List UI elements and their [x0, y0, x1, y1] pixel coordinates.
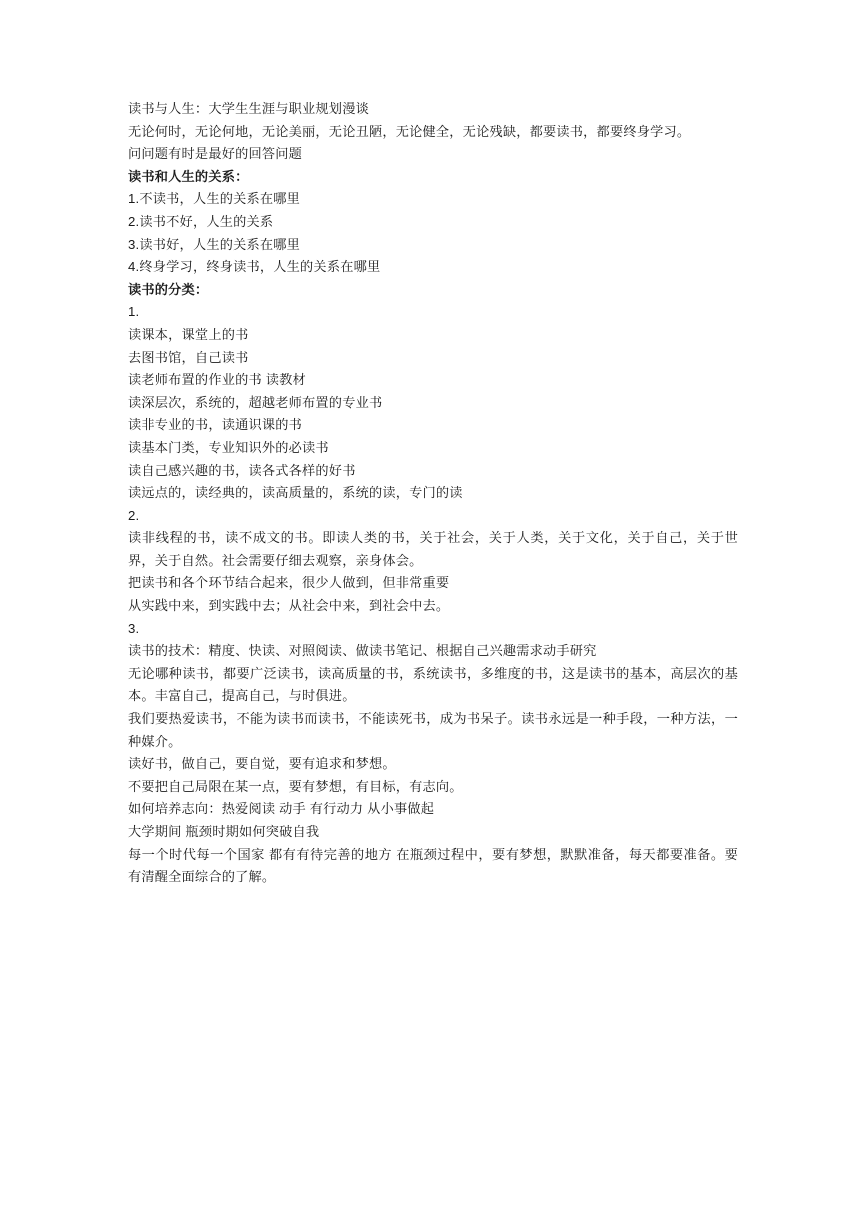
paragraph: 读课本，课堂上的书	[128, 326, 249, 342]
paragraph: 如何培养志向：热爱阅读 动手 有行动力 从小事做起	[128, 801, 435, 817]
paragraph: 读非专业的书，读通识课的书	[128, 417, 303, 433]
paragraph: 读老师布置的作业的书 读教材	[128, 372, 306, 388]
paragraph: 读书的技术：精度、快读、对照阅读、做读书笔记、根据自己兴趣需求动手研究	[128, 643, 597, 659]
paragraph: 去图书馆，自己读书	[128, 349, 249, 365]
list-item: 1.不读书，人生的关系在哪里	[128, 191, 301, 207]
paragraph-title: 读书与人生：大学生生涯与职业规划漫谈	[128, 101, 369, 116]
list-item: 2.读书不好，人生的关系	[128, 213, 274, 229]
paragraph: 读深层次，系统的，超越老师布置的专业书	[128, 394, 383, 410]
list-marker: 3.	[128, 620, 140, 636]
list-marker: 2.	[128, 507, 140, 523]
section-heading-categories: 读书的分类：	[128, 281, 209, 297]
paragraph: 无论何时，无论何地，无论美丽，无论丑陋，无论健全，无论残缺，都要读书，都要终身学习。	[128, 123, 691, 139]
paragraph: 读自己感兴趣的书，读各式各样的好书	[128, 462, 356, 478]
section-heading-relationship: 读书和人生的关系：	[128, 168, 249, 184]
list-marker: 1.	[128, 304, 140, 320]
paragraph: 读基本门类，专业知识外的必读书	[128, 439, 329, 455]
paragraph: 读非线程的书，读不成文的书。即读人类的书，关于社会，关于人类，关于文化，关于自己，关于世界，关于自然。社会需要仔细去观察，亲身体会。	[128, 530, 738, 568]
paragraph: 读好书，做自己，要自觉，要有追求和梦想。	[128, 756, 396, 772]
paragraph: 我们要热爱读书，不能为读书而读书，不能读死书，成为书呆子。读书永远是一种手段，一种方法，一种媒介。	[128, 711, 738, 749]
paragraph: 大学期间 瓶颈时期如何突破自我	[128, 824, 320, 839]
paragraph: 问问题有时是最好的回答问题	[128, 146, 303, 162]
paragraph: 把读书和各个环节结合起来，很少人做到，但非常重要	[128, 575, 450, 591]
paragraph: 读远点的，读经典的，读高质量的，系统的读，专门的读	[128, 485, 463, 501]
list-item: 4.终身学习，终身读书，人生的关系在哪里	[128, 259, 381, 275]
paragraph: 从实践中来，到实践中去；从社会中来，到社会中去。	[128, 598, 450, 614]
paragraph: 不要把自己局限在某一点，要有梦想，有目标，有志向。	[128, 778, 463, 794]
paragraph: 每一个时代每一个国家 都有有待完善的地方 在瓶颈过程中，要有梦想，默默准备，每天都要准备。要有清醒全面综合的了解。	[128, 846, 738, 885]
paragraph: 无论哪种读书，都要广泛读书，读高质量的书，系统读书，多维度的书，这是读书的基本，高层次的基本。丰富自己，提高自己，与时俱进。	[128, 665, 738, 704]
list-item: 3.读书好，人生的关系在哪里	[128, 236, 301, 252]
document-body	[128, 98, 738, 889]
